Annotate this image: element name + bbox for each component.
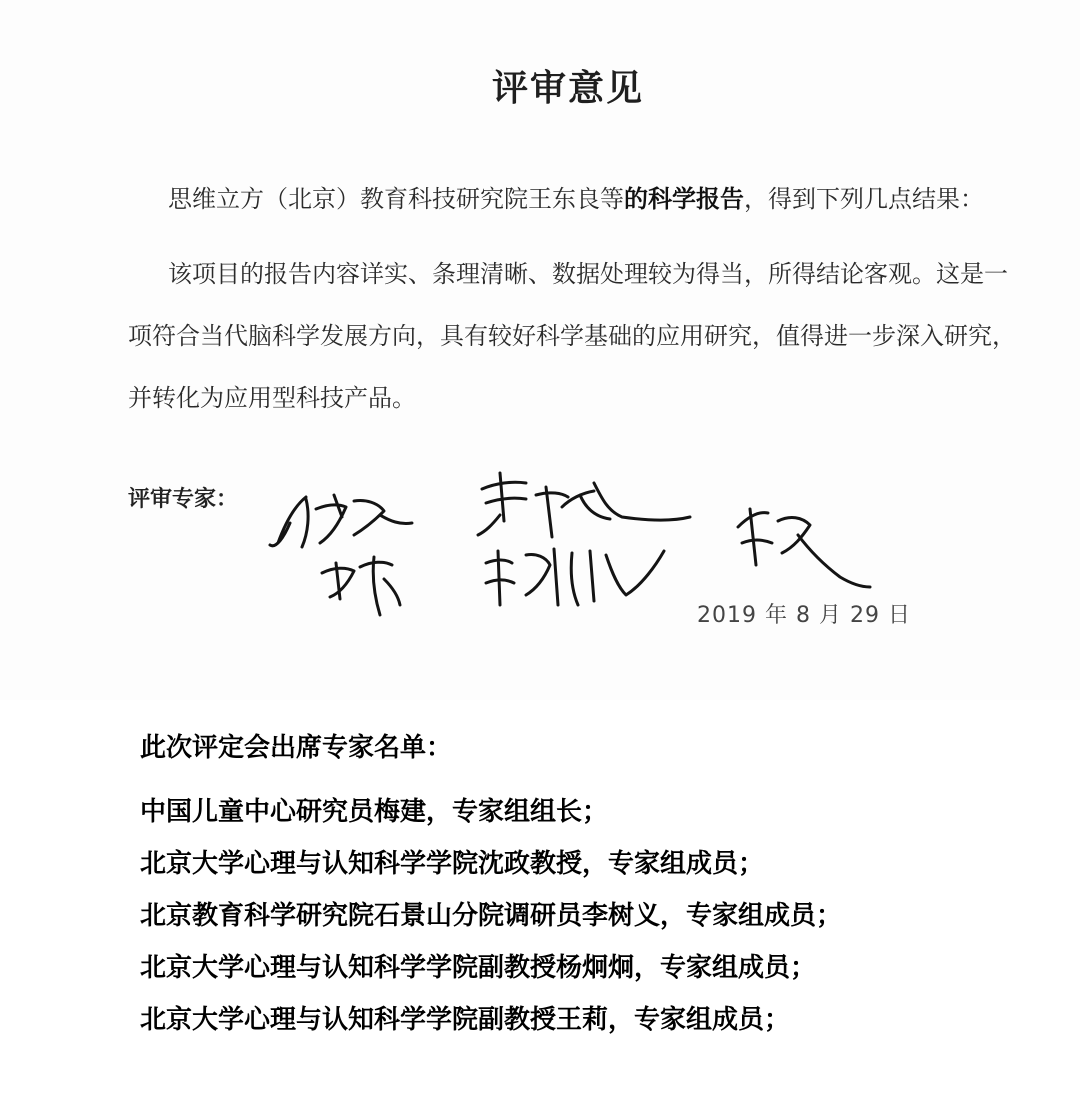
intro-suffix: ，得到下列几点结果： [744,185,984,213]
signature-li-shu-yi [478,473,690,537]
page-title: 评审意见 [491,68,644,109]
intro-paragraph [128,168,1020,230]
attendee-list [140,728,1060,1046]
attendee-list-heading: 此次评定会出席专家名单： [140,733,453,763]
list-item: 北京大学心理与认知科学学院副教授王莉，专家组成员； [140,1005,791,1035]
review-body-paragraph: 该项目的报告内容详实、条理清晰、数据处理较为得当，所得结论客观。这是一项符合当代脑科学发展方向，具有较好科学基础的应用研究，值得进一步深入研究，并转化为应用型科技产品。 [128,260,1016,412]
reviewer-label: 评审专家： [128,487,239,512]
list-item: 中国儿童中心研究员梅建，专家组组长； [140,797,609,827]
list-item: 北京教育科学研究院石景山分院调研员李树义，专家组成员； [140,901,843,931]
review-date: 2019 年 8 月 29 日 [697,603,911,628]
intro-prefix: 思维立方（北京）教育科技研究院王东良等 [168,185,624,213]
list-item: 北京大学心理与认知科学学院副教授杨炯炯，专家组成员； [140,953,817,983]
signature-wang-li [322,557,400,615]
signature-mei-jian [738,509,870,587]
intro-emphasis: 的科学报告 [624,185,744,213]
list-item: 北京大学心理与认知科学学院沈政教授，专家组成员； [140,849,765,879]
signature-shen-zheng [270,495,412,547]
signature-yang-jiong-jiong [486,549,664,605]
